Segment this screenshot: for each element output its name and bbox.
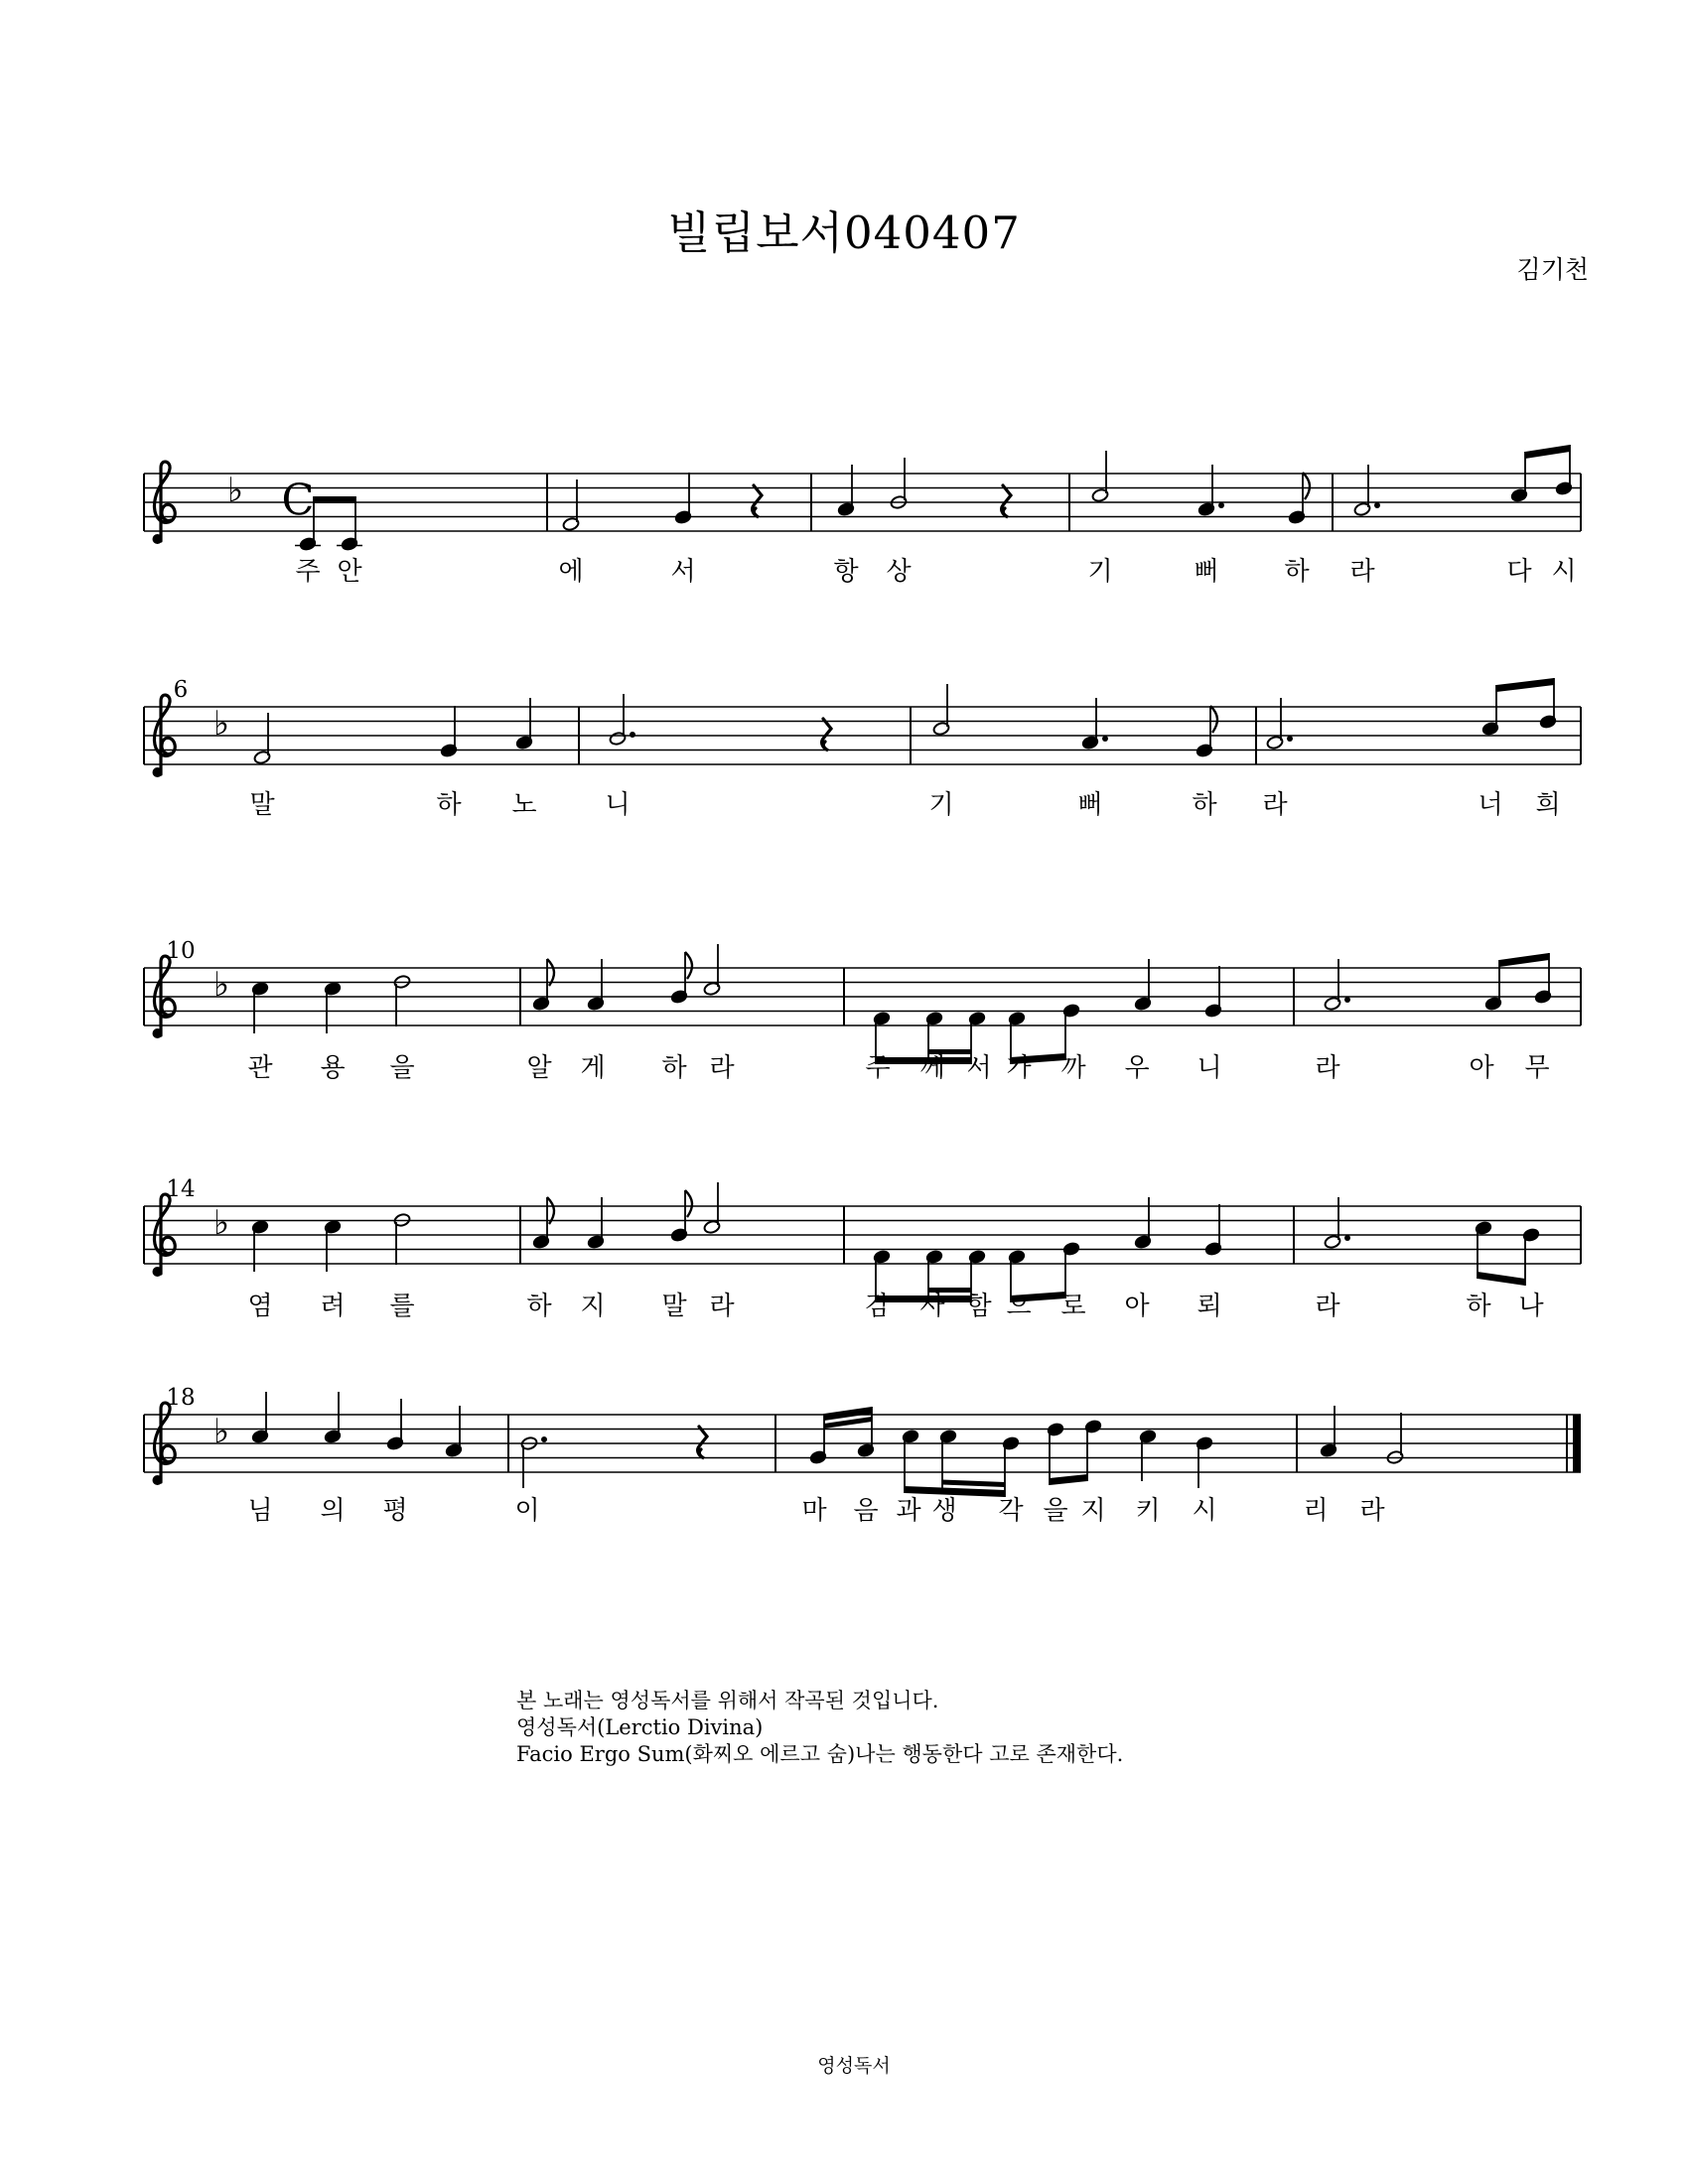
lyric-syllable: 아: [1469, 1053, 1494, 1083]
lyric-syllable: 말: [249, 790, 275, 820]
lyric-syllable: 시: [1551, 557, 1577, 587]
measure-number: 6: [173, 677, 189, 703]
lyric-syllable: 감: [865, 1292, 891, 1321]
flat-sign-icon: ♭: [212, 965, 230, 1005]
lyric-syllable: 아: [1124, 1292, 1150, 1321]
lyric-syllable: 하: [1284, 557, 1310, 587]
lyric-syllable: 우: [1124, 1053, 1150, 1083]
augmentation-dot: [1287, 736, 1293, 742]
measure-number: 10: [166, 938, 196, 964]
lyric-syllable: 리: [1303, 1496, 1329, 1526]
lyric-syllable: 을: [389, 1053, 415, 1083]
lyric-syllable: 무: [1524, 1053, 1550, 1083]
lyric-syllable: 하: [1466, 1292, 1491, 1321]
augmentation-dot: [630, 732, 635, 738]
lyric-syllable: 생: [931, 1496, 957, 1526]
eighth-flag: [685, 952, 692, 979]
flat-sign-icon: ♭: [226, 471, 244, 510]
lyric-syllable: 각: [998, 1496, 1024, 1526]
lyric-syllable: 기: [928, 790, 954, 820]
lyric-syllable: 시: [1192, 1496, 1217, 1526]
lyric-syllable: 서: [966, 1053, 992, 1083]
quarter-rest-icon: [753, 485, 762, 517]
lyric-syllable: 게: [580, 1053, 606, 1083]
lyric-syllable: 에: [558, 557, 584, 587]
augmentation-dot: [541, 1436, 547, 1442]
lyric-syllable: 음: [853, 1496, 879, 1526]
beam: [1477, 1272, 1525, 1286]
lyric-syllable: 지: [580, 1292, 606, 1321]
lyric-syllable: 사: [919, 1292, 945, 1321]
lyric-syllable: 나: [1518, 1292, 1544, 1321]
beam: [1496, 678, 1554, 692]
measure-number: 18: [166, 1385, 196, 1411]
lyric-syllable: 너: [1477, 790, 1503, 820]
eighth-flag: [1303, 473, 1310, 499]
augmentation-dot: [1344, 1235, 1350, 1241]
beam: [1050, 1474, 1087, 1485]
lyric-syllable: 라: [709, 1292, 735, 1321]
augmentation-dot: [1344, 997, 1350, 1003]
lyric-syllable: 노: [511, 790, 537, 820]
footnote-line: 영성독서(Lerctio Divina): [516, 1715, 764, 1739]
lyric-syllable: 마: [801, 1496, 827, 1526]
lyric-syllable: 하: [526, 1292, 552, 1321]
staff-system: [144, 677, 1581, 820]
lyric-syllable: 용: [320, 1053, 346, 1083]
lyric-syllable: 뻐: [1077, 790, 1103, 820]
footnote-block: [516, 1688, 1123, 1768]
measure-number: 14: [166, 1176, 196, 1202]
lyric-syllable: 뢰: [1196, 1292, 1222, 1321]
augmentation-dot: [1218, 502, 1224, 508]
lyric-syllable: 말: [661, 1292, 687, 1321]
lyric-syllable: 을: [1043, 1496, 1068, 1526]
quarter-rest-icon: [822, 719, 831, 751]
lyric-syllable: 라: [1262, 790, 1288, 820]
lyric-syllable: 의: [320, 1496, 346, 1526]
lyric-syllable: 까: [1060, 1053, 1086, 1083]
staff-system: [144, 1176, 1581, 1321]
quarter-rest-icon: [698, 1427, 707, 1458]
lyric-syllable: 하: [1192, 790, 1217, 820]
lyric-syllable: 를: [389, 1292, 415, 1321]
lyric-syllable: 키: [1135, 1496, 1161, 1526]
lyric-syllable: 주: [295, 557, 321, 587]
lyric-syllable: 평: [382, 1496, 408, 1526]
lyric-syllable: 희: [1535, 790, 1561, 820]
lyric-syllable: 님: [247, 1496, 273, 1526]
footnote-line: 본 노래는 영성독서를 위해서 작곡된 것입니다.: [516, 1689, 939, 1712]
lyric-syllable: 뻐: [1194, 557, 1219, 587]
lyric-syllable: 으: [1006, 1292, 1032, 1321]
common-time-icon: C: [281, 476, 315, 525]
lyric-syllable: 이: [514, 1496, 540, 1526]
beam: [1525, 445, 1570, 459]
flat-sign-icon: ♭: [212, 1203, 230, 1243]
lyric-syllable: 로: [1060, 1292, 1086, 1321]
footnote-line: Facio Ergo Sum(화찌오 에르고 숨)나는 행동한다 고로 존재한다.: [516, 1742, 1124, 1766]
lyric-syllable: 관: [247, 1053, 273, 1083]
eighth-flag: [1210, 706, 1217, 733]
lyric-syllable: 려: [320, 1292, 346, 1321]
lyric-syllable: 라: [1315, 1292, 1340, 1321]
staff-system: [144, 938, 1581, 1083]
lyric-syllable: 께: [919, 1053, 945, 1083]
augmentation-dot: [1374, 502, 1380, 508]
sixteenth-beam: [942, 1480, 1005, 1487]
flat-sign-icon: ♭: [212, 704, 230, 744]
lyric-syllable: 상: [886, 557, 912, 587]
lyric-syllable: 라: [1359, 1496, 1385, 1526]
lyric-syllable: 과: [896, 1496, 921, 1526]
staff-system: [144, 1385, 1581, 1526]
lyric-syllable: 라: [1349, 557, 1375, 587]
lyric-syllable: 니: [605, 790, 631, 820]
beam: [1499, 953, 1549, 967]
staff-system: [144, 445, 1581, 587]
lyric-syllable: 하: [661, 1053, 687, 1083]
lyric-syllable: 안: [337, 557, 362, 587]
lyric-syllable: 서: [670, 557, 696, 587]
lyric-syllable: 항: [833, 557, 859, 587]
lyric-syllable: 알: [526, 1053, 552, 1083]
lyric-syllable: 가: [1006, 1053, 1032, 1083]
lyric-syllable: 다: [1506, 557, 1532, 587]
quarter-rest-icon: [1002, 485, 1011, 517]
lyric-syllable: 함: [966, 1292, 992, 1321]
lyric-syllable: 니: [1196, 1053, 1222, 1083]
lyric-syllable: 주: [865, 1053, 891, 1083]
composer-name: 김기천: [1516, 255, 1589, 284]
eighth-flag: [685, 1190, 692, 1217]
lyric-syllable: 라: [709, 1053, 735, 1083]
lyric-syllable: 지: [1080, 1496, 1106, 1526]
song-title: 빌립보서040407: [667, 206, 1021, 259]
page-footer: 영성독서: [817, 2055, 891, 2077]
final-barline: [1573, 1415, 1581, 1472]
lyric-syllable: 라: [1315, 1053, 1340, 1083]
lyric-syllable: 하: [436, 790, 462, 820]
lyric-syllable: 염: [247, 1292, 273, 1321]
augmentation-dot: [1102, 736, 1108, 742]
flat-sign-icon: ♭: [212, 1412, 230, 1451]
lyric-syllable: 기: [1087, 557, 1113, 587]
beam: [314, 496, 355, 503]
